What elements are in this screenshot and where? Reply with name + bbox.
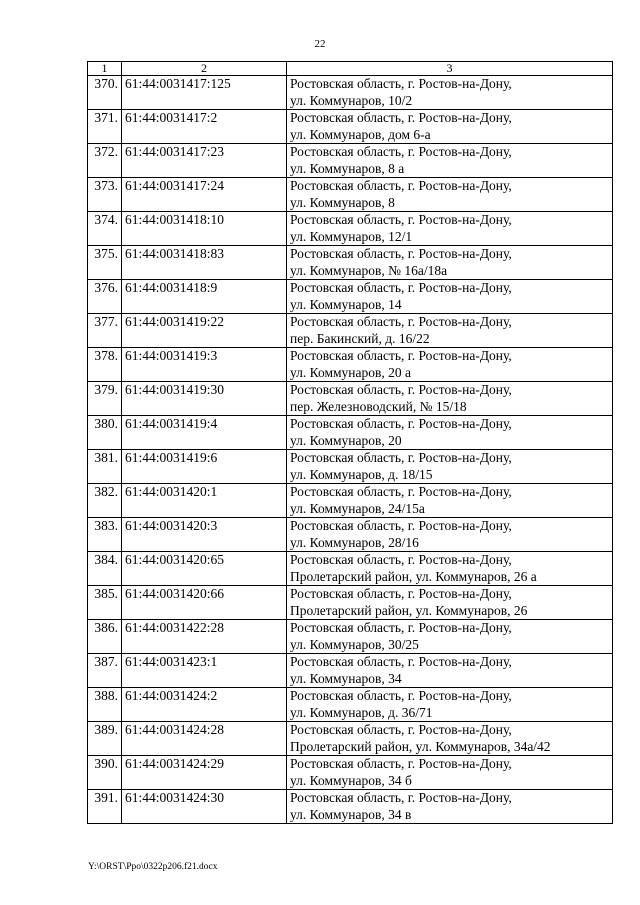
address-line-1: Ростовская область, г. Ростов-на-Дону,	[290, 484, 512, 499]
cadastral-number: 61:44:0031417:2	[122, 110, 287, 144]
cadastral-number: 61:44:0031424:2	[122, 688, 287, 722]
row-number: 390.	[88, 756, 122, 790]
cadastral-number: 61:44:0031424:28	[122, 722, 287, 756]
footer-file-path: Y:\ORST\Ppo\0322p206.f21.docx	[88, 862, 218, 872]
address-line-2: ул. Коммунаров, № 16а/18а	[290, 262, 448, 278]
address-cell	[287, 280, 613, 314]
row-number: 375.	[88, 246, 122, 280]
row-number: 387.	[88, 654, 122, 688]
cadastral-number: 61:44:0031420:3	[122, 518, 287, 552]
address-cell	[287, 110, 613, 144]
address-line-2: ул. Коммунаров, дом 6-а	[290, 126, 431, 142]
table-row	[88, 382, 613, 416]
address-line-2: ул. Коммунаров, 30/25	[290, 636, 419, 652]
address-line-2: ул. Коммунаров, д. 18/15	[290, 466, 433, 482]
cadastral-number: 61:44:0031419:22	[122, 314, 287, 348]
address-cell	[287, 382, 613, 416]
table-row	[88, 484, 613, 518]
address-line-2: ул. Коммунаров, 10/2	[290, 92, 413, 108]
address-line-1: Ростовская область, г. Ростов-на-Дону,	[290, 110, 512, 125]
table-header-row	[88, 62, 613, 76]
address-line-2: ул. Коммунаров, 28/16	[290, 534, 419, 550]
address-line-2: ул. Коммунаров, 24/15а	[290, 500, 425, 516]
row-number: 371.	[88, 110, 122, 144]
table-row	[88, 314, 613, 348]
address-cell	[287, 144, 613, 178]
table-row	[88, 212, 613, 246]
cadastral-number: 61:44:0031418:10	[122, 212, 287, 246]
cadastral-number: 61:44:0031419:6	[122, 450, 287, 484]
address-cell	[287, 790, 613, 824]
address-cell	[287, 756, 613, 790]
cadastral-number: 61:44:0031418:83	[122, 246, 287, 280]
address-cell	[287, 484, 613, 518]
address-cell	[287, 688, 613, 722]
address-line-1: Ростовская область, г. Ростов-на-Дону,	[290, 756, 512, 771]
address-line-1: Ростовская область, г. Ростов-на-Дону,	[290, 416, 512, 431]
address-line-1: Ростовская область, г. Ростов-на-Дону,	[290, 518, 512, 533]
address-line-2: ул. Коммунаров, 34 в	[290, 806, 412, 822]
row-number: 382.	[88, 484, 122, 518]
address-cell	[287, 518, 613, 552]
address-line-2: пер. Железноводский, № 15/18	[290, 398, 467, 414]
address-cell	[287, 212, 613, 246]
table-row	[88, 756, 613, 790]
cadastral-number: 61:44:0031419:30	[122, 382, 287, 416]
column-header-number: 1	[88, 62, 122, 76]
address-line-2: ул. Коммунаров, 12/1	[290, 228, 413, 244]
address-cell	[287, 314, 613, 348]
address-line-1: Ростовская область, г. Ростов-на-Дону,	[290, 280, 512, 295]
table-row	[88, 450, 613, 484]
address-line-2: Пролетарский район, ул. Коммунаров, 26 а	[290, 568, 537, 584]
address-cell	[287, 552, 613, 586]
cadastral-number: 61:44:0031420:1	[122, 484, 287, 518]
table-row	[88, 110, 613, 144]
address-cell	[287, 654, 613, 688]
address-line-2: ул. Коммунаров, 8 а	[290, 160, 405, 176]
row-number: 374.	[88, 212, 122, 246]
address-cell	[287, 76, 613, 110]
cadastral-number: 61:44:0031424:29	[122, 756, 287, 790]
address-line-1: Ростовская область, г. Ростов-на-Дону,	[290, 76, 512, 91]
row-number: 376.	[88, 280, 122, 314]
address-cell	[287, 348, 613, 382]
table-row	[88, 518, 613, 552]
row-number: 391.	[88, 790, 122, 824]
address-line-1: Ростовская область, г. Ростов-на-Дону,	[290, 586, 512, 601]
cadastral-number: 61:44:0031423:1	[122, 654, 287, 688]
address-cell	[287, 450, 613, 484]
cadastral-number: 61:44:0031417:23	[122, 144, 287, 178]
table-row	[88, 654, 613, 688]
table-row	[88, 552, 613, 586]
cadastral-number: 61:44:0031417:125	[122, 76, 287, 110]
address-line-2: ул. Коммунаров, 20	[290, 432, 402, 448]
table-row	[88, 76, 613, 110]
address-cell	[287, 620, 613, 654]
row-number: 386.	[88, 620, 122, 654]
table-row	[88, 280, 613, 314]
table-row	[88, 620, 613, 654]
address-line-2: ул. Коммунаров, 8	[290, 194, 395, 210]
address-cell	[287, 246, 613, 280]
cadastral-number: 61:44:0031420:65	[122, 552, 287, 586]
address-line-2: ул. Коммунаров, 34 б	[290, 772, 412, 788]
table-row	[88, 246, 613, 280]
table-row	[88, 790, 613, 824]
address-line-2: ул. Коммунаров, 14	[290, 296, 402, 312]
row-number: 378.	[88, 348, 122, 382]
address-cell	[287, 586, 613, 620]
address-line-2: ул. Коммунаров, 20 а	[290, 364, 412, 380]
page-number: 22	[314, 38, 326, 50]
address-line-2: ул. Коммунаров, д. 36/71	[290, 704, 433, 720]
row-number: 379.	[88, 382, 122, 416]
table-row	[88, 144, 613, 178]
address-line-1: Ростовская область, г. Ростов-на-Дону,	[290, 450, 512, 465]
cadastral-number: 61:44:0031424:30	[122, 790, 287, 824]
address-line-2: Пролетарский район, ул. Коммунаров, 26	[290, 602, 528, 618]
row-number: 372.	[88, 144, 122, 178]
address-line-1: Ростовская область, г. Ростов-на-Дону,	[290, 314, 512, 329]
cadastral-number: 61:44:0031417:24	[122, 178, 287, 212]
cadastral-number: 61:44:0031418:9	[122, 280, 287, 314]
address-line-2: Пролетарский район, ул. Коммунаров, 34а/42	[290, 738, 551, 754]
row-number: 373.	[88, 178, 122, 212]
row-number: 384.	[88, 552, 122, 586]
address-line-1: Ростовская область, г. Ростов-на-Дону,	[290, 688, 512, 703]
address-cell	[287, 178, 613, 212]
column-header-cadastral: 2	[122, 62, 287, 76]
address-line-1: Ростовская область, г. Ростов-на-Дону,	[290, 178, 512, 193]
row-number: 389.	[88, 722, 122, 756]
row-number: 388.	[88, 688, 122, 722]
address-line-1: Ростовская область, г. Ростов-на-Дону,	[290, 620, 512, 635]
cadastral-number: 61:44:0031422:28	[122, 620, 287, 654]
cadastral-table	[87, 61, 613, 824]
cadastral-number: 61:44:0031419:3	[122, 348, 287, 382]
address-line-2: пер. Бакинский, д. 16/22	[290, 330, 430, 346]
address-line-1: Ростовская область, г. Ростов-на-Дону,	[290, 382, 512, 397]
table-row	[88, 348, 613, 382]
address-line-1: Ростовская область, г. Ростов-на-Дону,	[290, 654, 512, 669]
row-number: 383.	[88, 518, 122, 552]
column-header-address: 3	[287, 62, 613, 76]
table-row	[88, 722, 613, 756]
address-cell	[287, 416, 613, 450]
table-row	[88, 586, 613, 620]
table-row	[88, 688, 613, 722]
row-number: 370.	[88, 76, 122, 110]
address-line-2: ул. Коммунаров, 34	[290, 670, 402, 686]
address-line-1: Ростовская область, г. Ростов-на-Дону,	[290, 552, 512, 567]
address-line-1: Ростовская область, г. Ростов-на-Дону,	[290, 246, 512, 261]
row-number: 377.	[88, 314, 122, 348]
row-number: 381.	[88, 450, 122, 484]
cadastral-number: 61:44:0031420:66	[122, 586, 287, 620]
address-line-1: Ростовская область, г. Ростов-на-Дону,	[290, 144, 512, 159]
address-line-1: Ростовская область, г. Ростов-на-Дону,	[290, 790, 512, 805]
address-line-1: Ростовская область, г. Ростов-на-Дону,	[290, 212, 512, 227]
cadastral-number: 61:44:0031419:4	[122, 416, 287, 450]
row-number: 385.	[88, 586, 122, 620]
address-cell	[287, 722, 613, 756]
row-number: 380.	[88, 416, 122, 450]
table-row	[88, 416, 613, 450]
table-row	[88, 178, 613, 212]
address-line-1: Ростовская область, г. Ростов-на-Дону,	[290, 722, 512, 737]
address-line-1: Ростовская область, г. Ростов-на-Дону,	[290, 348, 512, 363]
